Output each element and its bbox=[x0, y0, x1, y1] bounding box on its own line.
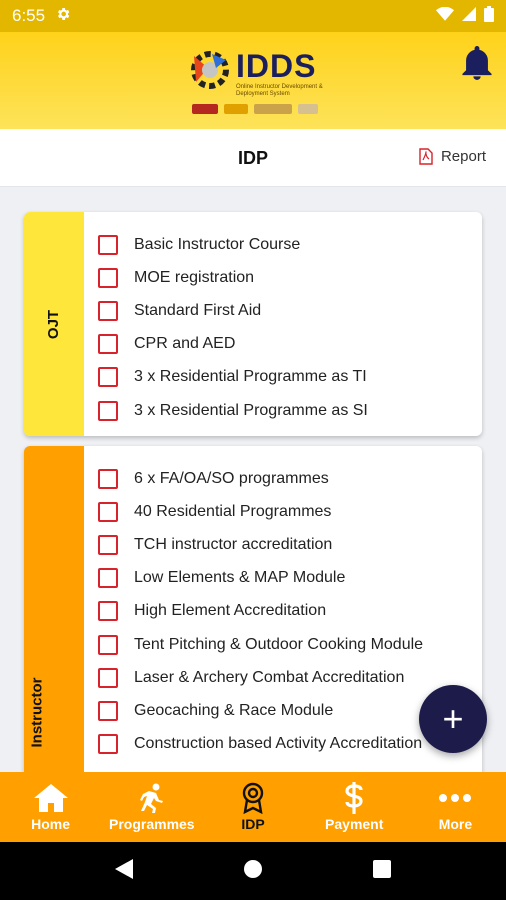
item-label: 3 x Residential Programme as SI bbox=[134, 401, 368, 419]
ojt-side-label bbox=[24, 212, 84, 436]
item-label: 6 x FA/OA/SO programmes bbox=[134, 469, 329, 487]
instructor-card bbox=[24, 446, 482, 772]
nav-label: More bbox=[438, 816, 473, 832]
logo-title: IDDS bbox=[236, 48, 317, 84]
item-label: 40 Residential Programmes bbox=[134, 502, 332, 520]
checklist-item[interactable] bbox=[98, 261, 482, 294]
checkbox[interactable] bbox=[98, 367, 118, 387]
item-label: Construction based Activity Accreditation bbox=[134, 735, 423, 753]
nav-home[interactable] bbox=[0, 772, 101, 842]
checkbox[interactable] bbox=[98, 334, 118, 354]
checklist-item[interactable] bbox=[98, 328, 482, 361]
checklist-item[interactable] bbox=[98, 361, 482, 394]
running-icon bbox=[139, 782, 165, 814]
checkbox[interactable] bbox=[98, 235, 118, 255]
partner-logos bbox=[192, 102, 326, 116]
ojt-items bbox=[98, 228, 482, 427]
notification-bell-icon[interactable] bbox=[462, 46, 492, 80]
nav-programmes[interactable] bbox=[101, 772, 202, 842]
checkbox[interactable] bbox=[98, 668, 118, 688]
checklist-item[interactable] bbox=[98, 462, 482, 495]
back-icon[interactable] bbox=[115, 859, 133, 884]
nav-label: IDP bbox=[241, 816, 265, 832]
bottom-nav bbox=[0, 772, 506, 842]
checkbox[interactable] bbox=[98, 268, 118, 288]
item-label: Low Elements & MAP Module bbox=[134, 569, 346, 587]
recents-icon[interactable] bbox=[373, 860, 391, 883]
idp-content[interactable] bbox=[0, 187, 506, 772]
checkbox[interactable] bbox=[98, 734, 118, 754]
plus-icon: + bbox=[442, 698, 464, 739]
home-icon bbox=[34, 782, 68, 814]
item-label: Tent Pitching & Outdoor Cooking Module bbox=[134, 635, 424, 653]
app-header bbox=[0, 32, 506, 129]
instructor-side bbox=[24, 446, 84, 772]
item-label: MOE registration bbox=[134, 268, 255, 286]
checklist-item[interactable] bbox=[98, 228, 482, 261]
checklist-item[interactable] bbox=[98, 628, 482, 661]
home-circle-icon[interactable] bbox=[243, 859, 263, 884]
settings-icon bbox=[55, 6, 71, 27]
checklist-item[interactable] bbox=[98, 661, 482, 694]
nav-more[interactable] bbox=[405, 772, 506, 842]
checkbox[interactable] bbox=[98, 635, 118, 655]
nav-label: Payment bbox=[325, 816, 384, 832]
item-label: Laser & Archery Combat Accreditation bbox=[134, 668, 405, 686]
checklist-item[interactable] bbox=[98, 294, 482, 327]
status-bar bbox=[0, 0, 506, 32]
item-label: Standard First Aid bbox=[134, 301, 262, 319]
dollar-icon bbox=[344, 782, 364, 814]
nav-label: Programmes bbox=[109, 816, 195, 832]
logo-subtitle: Online Instructor Development & Deployment System bbox=[236, 84, 323, 97]
add-fab-button[interactable] bbox=[419, 685, 487, 753]
nav-label: Home bbox=[31, 816, 71, 832]
item-label: CPR and AED bbox=[134, 335, 236, 353]
wifi-icon bbox=[436, 7, 454, 26]
item-label: TCH instructor accreditation bbox=[134, 535, 333, 553]
checklist-item[interactable] bbox=[98, 495, 482, 528]
report-button[interactable] bbox=[419, 148, 486, 165]
title-bar bbox=[0, 129, 506, 187]
item-label: Basic Instructor Course bbox=[134, 235, 301, 253]
award-icon bbox=[240, 782, 266, 814]
idds-logo bbox=[186, 46, 332, 122]
checkbox[interactable] bbox=[98, 301, 118, 321]
gear-logo-icon bbox=[186, 46, 232, 96]
checklist-item[interactable] bbox=[98, 595, 482, 628]
report-label: Report bbox=[440, 148, 486, 165]
checkbox[interactable] bbox=[98, 502, 118, 522]
battery-icon bbox=[484, 6, 494, 27]
instructor-label: Instructor bbox=[28, 677, 46, 748]
item-label: High Element Accreditation bbox=[134, 602, 327, 620]
checkbox[interactable] bbox=[98, 469, 118, 489]
item-label: 3 x Residential Programme as TI bbox=[134, 368, 367, 386]
item-label: Geocaching & Race Module bbox=[134, 701, 334, 719]
checkbox[interactable] bbox=[98, 568, 118, 588]
ojt-card bbox=[24, 212, 482, 436]
nav-idp[interactable] bbox=[202, 772, 303, 842]
pdf-icon bbox=[419, 148, 433, 165]
checkbox[interactable] bbox=[98, 701, 118, 721]
checkbox[interactable] bbox=[98, 535, 118, 555]
checklist-item[interactable] bbox=[98, 528, 482, 561]
status-time: 6:55 bbox=[12, 6, 46, 25]
nav-payment[interactable] bbox=[304, 772, 405, 842]
ojt-label: OJT bbox=[45, 309, 63, 339]
checklist-item[interactable] bbox=[98, 562, 482, 595]
system-nav-bar bbox=[0, 842, 506, 900]
signal-icon bbox=[462, 7, 476, 26]
more-icon bbox=[439, 782, 471, 814]
checkbox[interactable] bbox=[98, 401, 118, 421]
page-title: IDP bbox=[237, 148, 268, 168]
checkbox[interactable] bbox=[98, 601, 118, 621]
checklist-item[interactable] bbox=[98, 394, 482, 427]
